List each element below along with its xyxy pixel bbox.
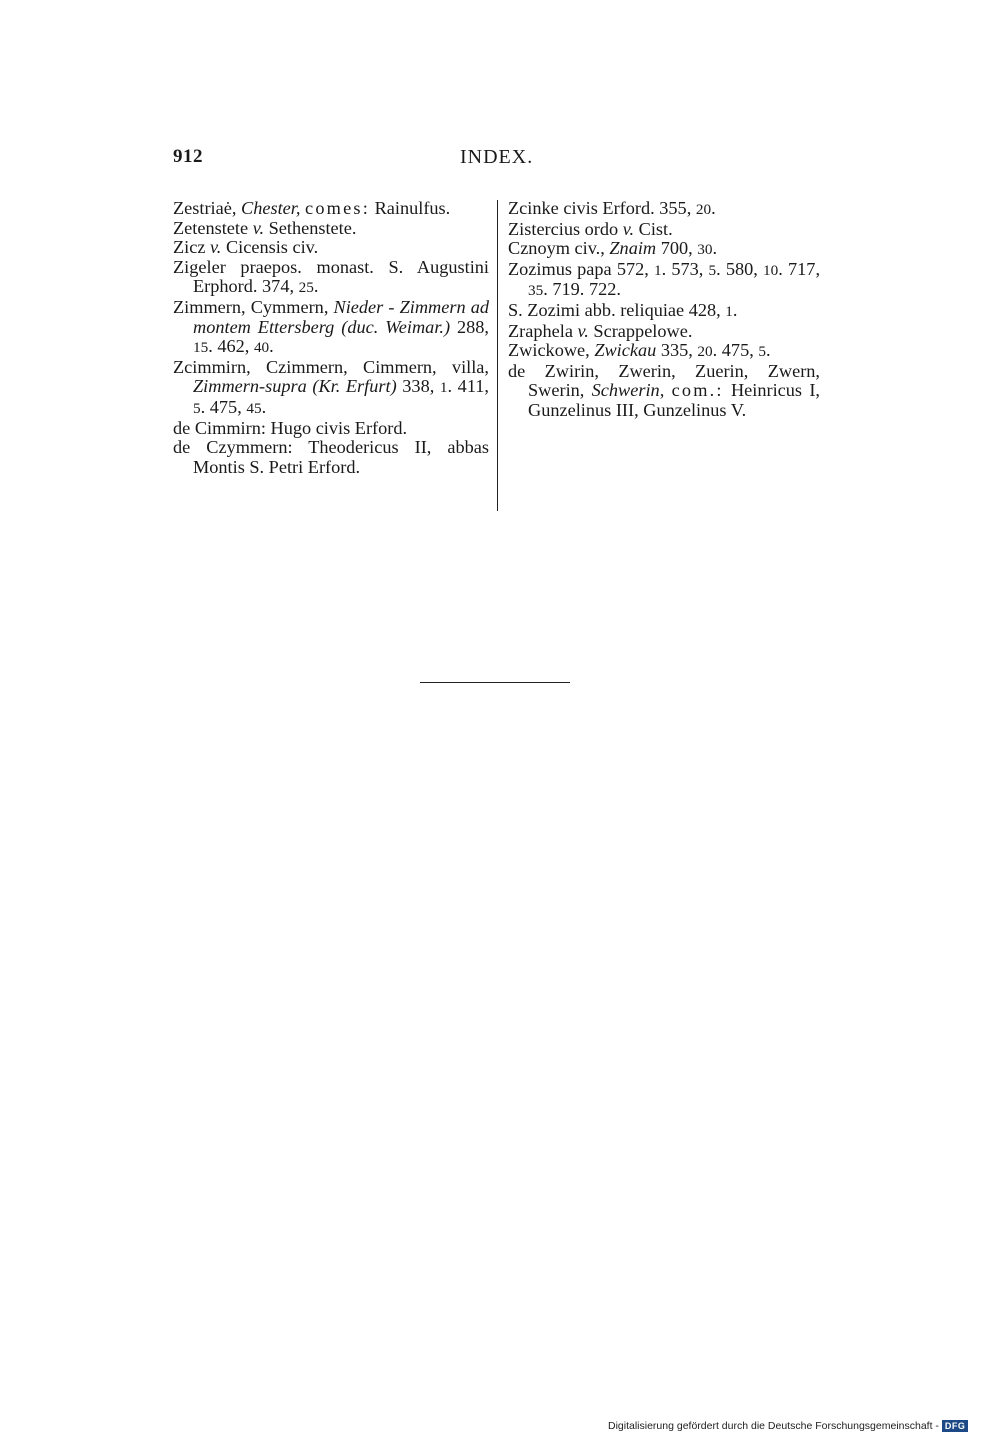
index-entry: Zetenstete v. Sethenstete.: [173, 217, 357, 238]
page-title: INDEX.: [460, 146, 534, 168]
index-entry: Zicz v. Cicensis civ.: [173, 237, 319, 258]
index-entry: Zistercius ordo v. Cist.: [508, 218, 673, 239]
index-entry: Zestriaė, Chester, comes: Rainulfus.: [173, 198, 451, 218]
index-column-left: [173, 199, 489, 477]
index-entry: Zraphela v. Scrappelowe.: [508, 320, 693, 341]
digitization-credit-text: Digitalisierung gefördert durch die Deutsche Forschungsgemeinschaft -: [608, 1420, 939, 1432]
page-number: 912: [173, 146, 203, 167]
index-entry: Cznoym civ., Znaim 700, 30.: [508, 238, 718, 259]
index-entry: Zcinke civis Erford. 355, 20.: [508, 198, 716, 218]
index-entry: de Zwirin, Zwerin, Zuerin, Zwern, Swerin, Schwerin, com.: Heinricus I, Gunzelinus III, Gunzelinus V.: [508, 360, 820, 420]
index-entry: Zcimmirn, Czimmern, Cimmern, villa, Zimmern-supra (Kr. Erfurt) 338, 1. 411, 5. 475, 45.: [173, 356, 489, 417]
dfg-logo: DFG: [942, 1420, 969, 1432]
index-entry: de Cimmirn: Hugo civis Erford.: [173, 417, 408, 438]
index-entry: Zozimus papa 572, 1. 573, 5. 580, 10. 717, 35. 719. 722.: [508, 258, 821, 300]
index-entry: Zimmern, Cymmern, Nieder - Zimmern ad montem Ettersberg (duc. Weimar.) 288, 15. 462, 40.: [173, 296, 489, 357]
index-column-right: [508, 199, 820, 421]
index-entry: de Czymmern: Theodericus II, abbas Montis S. Petri Erford.: [173, 437, 489, 477]
index-entry: Zigeler praepos. monast. S. Augustini Erphord. 374, 25.: [173, 256, 489, 297]
digitization-credit: [608, 1420, 968, 1432]
column-divider: [497, 200, 498, 511]
end-of-text-rule: [420, 682, 570, 683]
index-entry: S. Zozimi abb. reliquiae 428, 1.: [508, 299, 738, 320]
index-entry: Zwickowe, Zwickau 335, 20. 475, 5.: [508, 340, 771, 361]
